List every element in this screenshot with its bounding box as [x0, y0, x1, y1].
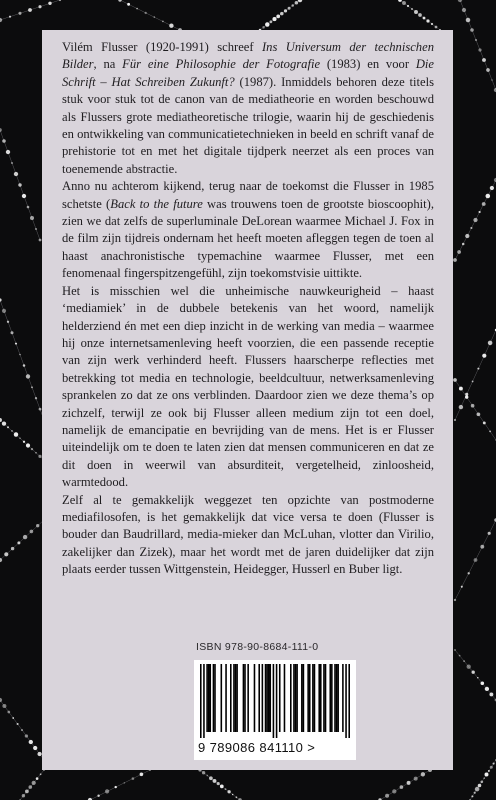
- dewdrop: [392, 789, 396, 793]
- dewdrop: [127, 3, 130, 6]
- dewdrop: [169, 24, 173, 28]
- barcode-bar: [290, 664, 292, 732]
- dewdrop: [276, 15, 280, 19]
- dewdrop: [398, 0, 402, 2]
- dewdrop: [118, 0, 121, 2]
- dewdrop: [10, 331, 13, 334]
- dewdrop: [232, 794, 233, 795]
- dewdrop: [15, 343, 17, 345]
- barcode-bar: [345, 664, 347, 738]
- dewdrop: [471, 795, 473, 797]
- barcode-bar: [309, 664, 311, 732]
- dewdrop: [488, 341, 493, 346]
- dewdrop: [32, 781, 36, 785]
- web-strand: [460, 0, 496, 90]
- dewdrop: [209, 776, 213, 780]
- dewdrop: [154, 16, 155, 17]
- dewdrop: [475, 39, 477, 41]
- barcode-bar: [323, 664, 325, 732]
- barcode-bar: [266, 664, 268, 732]
- dewdrop: [483, 777, 485, 779]
- dewdrop: [485, 773, 489, 777]
- dewdrop: [288, 7, 291, 10]
- dewdrop: [482, 202, 486, 206]
- dewdrop: [97, 794, 99, 796]
- dewdrop: [478, 784, 482, 788]
- dewdrop: [26, 443, 30, 447]
- barcode-bar: [236, 664, 238, 732]
- dewdrop: [35, 397, 37, 399]
- dewdrop: [217, 782, 220, 785]
- barcode-bar: [200, 664, 202, 738]
- dewdrop: [48, 2, 51, 5]
- dewdrop: [411, 8, 413, 10]
- dewdrop: [23, 535, 27, 539]
- dewdrop: [39, 239, 42, 242]
- barcode-bars: [200, 664, 350, 738]
- dewdrop: [468, 572, 470, 574]
- dewdrop: [291, 4, 294, 7]
- dewdrop: [462, 8, 466, 12]
- dewdrop: [489, 692, 493, 696]
- barcode-bar: [269, 664, 271, 732]
- text-run: Vilém Flusser (1920-1991) schreef: [62, 40, 262, 54]
- dewdrop: [4, 552, 8, 556]
- dewdrop: [407, 5, 409, 7]
- dewdrop: [463, 660, 465, 662]
- dewdrop: [11, 547, 14, 550]
- dewdrop: [454, 599, 456, 601]
- dewdrop: [140, 772, 144, 776]
- dewdrop: [474, 558, 478, 562]
- dewdrop: [227, 790, 230, 793]
- dewdrop: [7, 321, 9, 323]
- dewdrop: [454, 649, 455, 650]
- dewdrop: [483, 421, 486, 424]
- dewdrop: [477, 412, 481, 416]
- dewdrop: [453, 378, 457, 382]
- dewdrop: [0, 698, 2, 702]
- barcode-bar: [348, 664, 350, 738]
- text-run: , na: [93, 57, 123, 72]
- dewdrop: [25, 790, 29, 794]
- dewdrop: [11, 430, 13, 432]
- dewdrop: [23, 364, 26, 367]
- dewdrop: [475, 787, 480, 792]
- dewdrop: [33, 746, 37, 750]
- dewdrop: [457, 250, 461, 254]
- dewdrop: [272, 17, 276, 21]
- dewdrop: [220, 785, 224, 789]
- barcode-bar: [314, 664, 316, 732]
- dewdrop: [31, 386, 33, 388]
- barcode-bar: [213, 664, 215, 732]
- paragraph: [62, 283, 434, 492]
- barcode-bar: [262, 664, 264, 732]
- barcode-bar: [279, 664, 281, 732]
- barcode-bar: [208, 664, 210, 732]
- dewdrop: [2, 421, 6, 425]
- paragraph: [62, 178, 434, 282]
- web-strand: [0, 420, 44, 460]
- dewdrop: [0, 298, 2, 301]
- web-strand: [200, 770, 240, 800]
- dewdrop: [465, 395, 468, 398]
- dewdrop: [2, 309, 6, 313]
- web-strand: [470, 760, 496, 800]
- barcode-bar: [206, 664, 208, 732]
- dewdrop: [162, 21, 164, 23]
- dewdrop: [19, 354, 21, 356]
- dewdrop: [467, 665, 471, 669]
- dewdrop: [462, 243, 465, 246]
- dewdrop: [480, 545, 484, 549]
- dewdrop: [31, 448, 33, 450]
- book-title-italic: Back to the future: [110, 196, 203, 211]
- barcode-bar: [334, 664, 336, 732]
- dewdrop: [465, 234, 469, 238]
- dewdrop: [488, 770, 490, 772]
- dewdrop: [30, 530, 34, 534]
- barcode-bar: [243, 664, 245, 732]
- dewdrop: [490, 186, 494, 190]
- dewdrop: [22, 194, 26, 198]
- dewdrop: [0, 128, 2, 132]
- dewdrop: [470, 227, 472, 229]
- dewdrop: [479, 211, 481, 213]
- paragraph: [62, 492, 434, 579]
- dewdrop: [482, 58, 486, 62]
- dewdrop: [284, 9, 287, 12]
- dewdrop: [6, 150, 10, 154]
- dewdrop: [459, 655, 461, 657]
- dewdrop: [30, 216, 34, 220]
- dewdrop: [488, 532, 491, 535]
- dewdrop: [474, 792, 476, 794]
- dewdrop: [29, 740, 33, 744]
- barcode: [194, 660, 356, 760]
- dewdrop: [400, 785, 404, 789]
- dewdrop: [11, 162, 13, 164]
- dewdrop: [426, 19, 429, 22]
- dewdrop: [477, 677, 478, 678]
- barcode-bar: [225, 664, 227, 732]
- dewdrop: [36, 524, 39, 527]
- dewdrop: [466, 18, 471, 23]
- dewdrop: [29, 785, 33, 789]
- dewdrop: [486, 194, 491, 199]
- barcode-bar: [265, 664, 267, 732]
- barcode-bar: [247, 664, 249, 732]
- dewdrop: [458, 0, 462, 2]
- dewdrop: [453, 258, 457, 262]
- barcode-bar: [336, 664, 338, 732]
- barcode-bar: [268, 664, 270, 732]
- book-title-italic: Ins Universum der technischen Bilder: [62, 40, 434, 72]
- dewdrop: [270, 20, 273, 23]
- barcode-bar: [276, 664, 278, 738]
- dewdrop: [136, 8, 138, 10]
- back-cover-text: [62, 39, 434, 579]
- dewdrop: [280, 12, 284, 16]
- dewdrop: [421, 772, 425, 776]
- dewdrop: [40, 773, 42, 775]
- dewdrop: [124, 782, 125, 783]
- dewdrop: [35, 452, 37, 454]
- dewdrop: [461, 586, 463, 588]
- text-run: (1983) en voor: [320, 57, 416, 72]
- barcode-bar: [293, 664, 295, 732]
- dewdrop: [202, 771, 205, 774]
- text-run: was trouwens toen de grootste bioscoophit), zien we dat zelfs de superluminale DeLorean waarmee Michael J. Fox in de film zijn tijdreis ondernam het heeft moeten afleggen tegen de toen al haast anachronistische typemachine waarmee Flusser, met een fenomenaal fingerspitzengefühl, zijn toekomstvisie uittikte.: [62, 196, 434, 281]
- barcode-bar: [303, 664, 305, 732]
- dewdrop: [225, 788, 227, 790]
- dewdrop: [7, 426, 9, 428]
- dewdrop: [407, 781, 411, 785]
- barcode-bar: [209, 664, 211, 732]
- barcode-bar: [214, 664, 216, 732]
- dewdrop: [27, 206, 30, 209]
- barcode-bar: [318, 664, 320, 732]
- barcode-bar: [320, 664, 322, 732]
- dewdrop: [459, 405, 463, 409]
- dewdrop: [480, 780, 483, 783]
- dewdrop: [59, 0, 61, 1]
- dewdrop: [105, 789, 109, 793]
- dewdrop: [485, 687, 489, 691]
- dewdrop: [423, 17, 426, 20]
- dewdrop: [35, 228, 37, 230]
- dewdrop: [14, 432, 18, 436]
- dewdrop: [18, 183, 21, 186]
- barcode-bar: [254, 664, 256, 732]
- text-run: Zelf al te gemakkelijk weggezet ten opzichte van postmoderne mediafilosofen, is het gemakkelijk dat vice versa te doen (Flusser is bouder dan Baudrillard, media-mieker dan McLuhan, vlotter dan Virilio, zakelijker dan Zizek), maar het wordt met de jaren duidelijker dat zijn plaats eerder tussen Wittgenstein, Heidegger, Husserl en Buber ligt.: [62, 492, 434, 577]
- isbn-label: ISBN 978-90-8684-111-0: [196, 641, 319, 653]
- dewdrop: [486, 68, 490, 72]
- dewdrop: [23, 441, 25, 443]
- dewdrop: [17, 723, 19, 725]
- barcode-digits: 9 789086 841110 >: [198, 740, 316, 755]
- text-run: (1987). Inmiddels behoren deze titels stuk voor stuk tot de canon van de mediatheorie en worden beschouwd als Flussers grote mediatheoretische trilogie, waarin hij de geschiedenis en ontwikkeling van communicatietechnieken in beeld en schrift vanaf de prehistorie tot en met het digitale tijdperk neerzet als een proces van toenemende abstractie.: [62, 74, 435, 176]
- dewdrop: [12, 717, 14, 719]
- dewdrop: [7, 711, 10, 714]
- barcode-bar: [273, 664, 275, 738]
- barcode-bar: [203, 664, 205, 738]
- dewdrop: [17, 541, 20, 544]
- dewdrop: [18, 12, 21, 15]
- dewdrop: [2, 704, 6, 708]
- dewdrop: [265, 22, 269, 26]
- barcode-bar: [301, 664, 303, 732]
- barcode-bar: [312, 664, 314, 732]
- dewdrop: [295, 1, 299, 5]
- dewdrop: [132, 777, 135, 780]
- barcode-bar: [230, 664, 232, 732]
- barcode-bar: [296, 664, 298, 732]
- book-title-italic: Für eine Philosophie der Fotografie: [122, 57, 321, 72]
- dewdrop: [145, 12, 147, 14]
- barcode-bar: [221, 664, 223, 732]
- dewdrop: [473, 218, 477, 222]
- dewdrop: [385, 794, 389, 798]
- text-run: Anno nu achterom kijkend, terug naar de toekomst die Flusser in 1985 schetste (: [62, 179, 434, 211]
- barcode-bar: [235, 664, 237, 732]
- dewdrop: [38, 5, 41, 8]
- barcode-bar: [342, 664, 344, 732]
- dewdrop: [21, 729, 23, 731]
- text-run: Het is misschien wel die unheimische nauwkeurigheid – haast ‘mediamiek’ in de dubbele betekenis van het woord, namelijk helderziend én met een diep inzicht in de werking van media – waarmee hij onze internetsamenleving heeft voorzien, die een passende receptie van zijn werk verhinderd heeft. Flussers haarscherpe reflecties met betrekking tot media en technologie, beeldcultuur, netwerksamenleving sprankelen zo dat ze ons verblinden. Daardoor zien we deze thema’s op zichzelf, terwijl ze ook bij Flusser alleen medium zijn tot een doel, namelijk de emancipatie en bevrijding van de mens. Het is er Flusser uiteindelijk om te doen te laten zien dat mensen communiceren en dat ze dit doen in weerwil van absurditeit, vergetelheid, zinloosheid, warmtedood.: [62, 283, 434, 490]
- dewdrop: [472, 671, 475, 674]
- barcode-bar: [284, 664, 286, 732]
- barcode-bar: [295, 664, 297, 732]
- dewdrop: [478, 48, 481, 51]
- barcode-bar: [307, 664, 309, 732]
- dewdrop: [22, 794, 25, 797]
- dewdrop: [489, 431, 491, 433]
- dewdrop: [418, 13, 422, 17]
- dewdrop: [459, 387, 463, 391]
- dewdrop: [9, 16, 11, 18]
- dewdrop: [431, 23, 433, 25]
- dewdrop: [414, 777, 418, 781]
- barcode-bar: [233, 664, 235, 732]
- barcode-bar: [325, 664, 327, 732]
- dewdrop: [25, 734, 28, 737]
- dewdrop: [115, 786, 117, 788]
- dewdrop: [213, 779, 217, 783]
- dewdrop: [206, 775, 208, 777]
- dewdrop: [490, 766, 493, 769]
- dewdrop: [435, 26, 438, 29]
- dewdrop: [236, 796, 238, 798]
- barcode-bar: [337, 664, 339, 732]
- dewdrop: [454, 419, 456, 421]
- dewdrop: [414, 10, 418, 14]
- dewdrop: [470, 28, 474, 32]
- dewdrop: [472, 380, 474, 382]
- dewdrop: [2, 139, 6, 143]
- barcode-bar: [258, 664, 260, 732]
- dewdrop: [491, 79, 493, 81]
- dewdrop: [36, 777, 39, 780]
- barcode-bar: [329, 664, 331, 732]
- dewdrop: [39, 408, 42, 411]
- dewdrop: [28, 8, 32, 12]
- dewdrop: [262, 26, 265, 29]
- dewdrop: [481, 682, 485, 686]
- dewdrop: [482, 354, 486, 358]
- dewdrop: [493, 763, 495, 765]
- dewdrop: [477, 368, 479, 370]
- dewdrop: [298, 0, 302, 2]
- dewdrop: [471, 404, 475, 408]
- dewdrop: [14, 172, 18, 176]
- paragraph: [62, 39, 434, 178]
- dewdrop: [19, 437, 21, 439]
- book-title-italic: Die Schrift – Hat Schreiben Zukunft?: [62, 57, 434, 89]
- barcode-bar: [244, 664, 246, 732]
- web-strand: [0, 300, 44, 420]
- dewdrop: [0, 18, 2, 22]
- web-strand: [455, 650, 496, 700]
- dewdrop: [26, 374, 30, 378]
- dewdrop: [402, 1, 406, 5]
- barcode-bar: [331, 664, 333, 732]
